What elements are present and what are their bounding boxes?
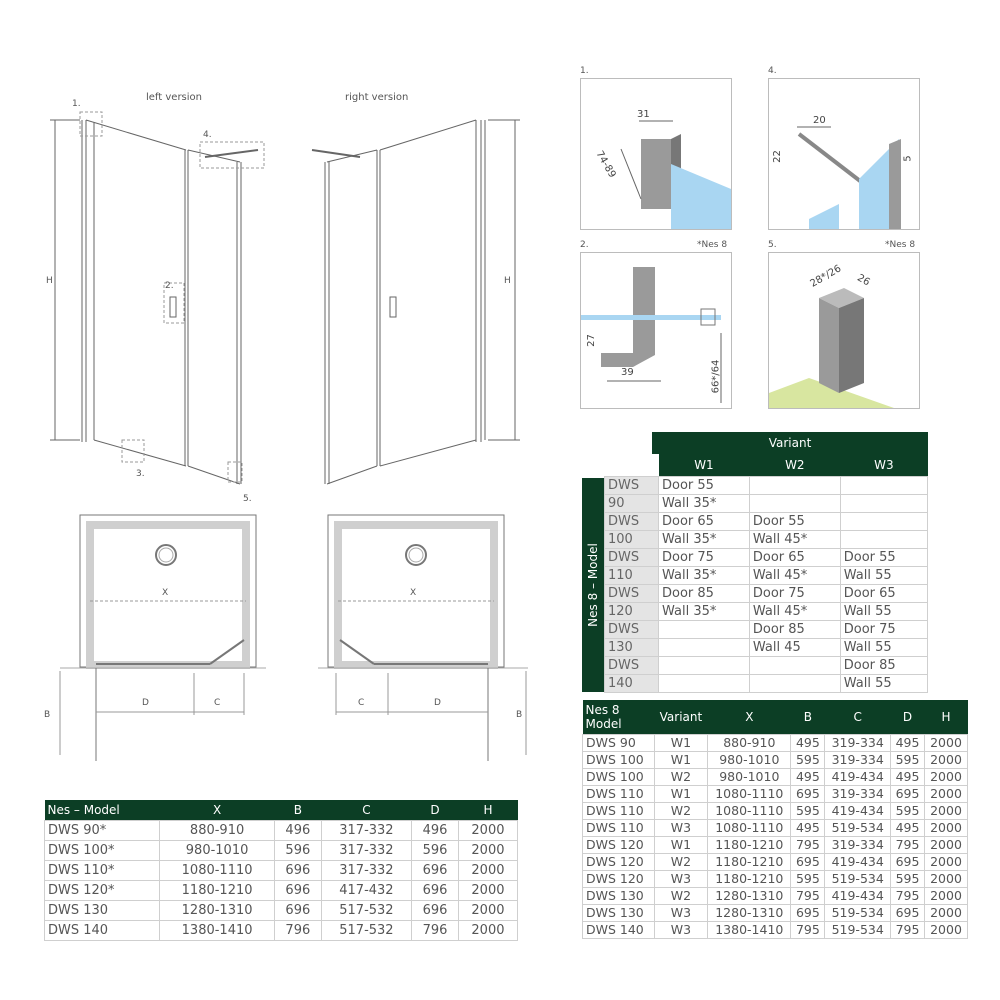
nes-row (45, 860, 518, 880)
detail-1-num: 1. (580, 66, 589, 76)
nes-table (44, 800, 518, 941)
nes8-cell: W2 (654, 853, 708, 870)
nes8-cell: 519-534 (825, 870, 890, 887)
variant-row (605, 548, 928, 566)
variant-cell-w1: Wall 35* (659, 530, 750, 548)
nes8-cell: 795 (791, 887, 825, 904)
detail-1-dim-a: 31 (637, 109, 650, 120)
nes-cell: 980-1010 (160, 840, 275, 860)
nes8-cell: 519-534 (825, 819, 890, 836)
variant-cell-w1: Door 55 (659, 476, 750, 494)
nes8-cell: 795 (890, 887, 924, 904)
h-label-left: H (46, 276, 53, 286)
nes-cell: 2000 (458, 900, 517, 920)
variant-cell-w1 (659, 620, 750, 638)
left-plan (60, 515, 266, 761)
variant-col-w2: W2 (749, 454, 840, 476)
detail-2 (580, 252, 732, 409)
b-label-left: B (44, 710, 51, 720)
c-label-right: C (358, 698, 365, 708)
detail-5-note: *Nes 8 (885, 240, 916, 250)
variant-row (605, 620, 928, 638)
nes-header-cell: X (160, 800, 275, 820)
nes-cell: DWS 130 (45, 900, 160, 920)
variant-model-cell: DWS (605, 584, 659, 602)
nes-cell: DWS 90* (45, 820, 160, 840)
nes-cell: 2000 (458, 920, 517, 940)
nes8-cell: 495 (890, 734, 924, 751)
nes-cell: 880-910 (160, 820, 275, 840)
detail-2-note: *Nes 8 (697, 240, 728, 250)
variant-cell-w2 (749, 476, 840, 494)
nes8-cell: 1280-1310 (708, 887, 791, 904)
variant-cell-w3 (840, 476, 927, 494)
nes8-cell: 2000 (925, 768, 968, 785)
variant-row (605, 638, 928, 656)
nes-cell: 1380-1410 (160, 920, 275, 940)
nes8-cell: DWS 110 (583, 785, 655, 802)
nes8-cell: DWS 110 (583, 802, 655, 819)
detail-4 (768, 78, 920, 230)
x-label-left: X (162, 588, 169, 598)
callout-3: 3. (136, 469, 145, 479)
nes8-cell: 1180-1210 (708, 853, 791, 870)
nes-cell: 1280-1310 (160, 900, 275, 920)
nes-row (45, 840, 518, 860)
variant-model-cell: 90 (605, 494, 659, 512)
nes-row (45, 900, 518, 920)
nes8-cell: 980-1010 (708, 768, 791, 785)
nes-cell: 696 (274, 900, 321, 920)
variant-col-w1: W1 (659, 454, 750, 476)
nes8-cell: 595 (791, 802, 825, 819)
variant-cell-w1 (659, 656, 750, 674)
b-label-right: B (516, 710, 523, 720)
nes8-header-cell: D (890, 700, 924, 734)
nes8-cell: 2000 (925, 853, 968, 870)
nes8-cell: 695 (791, 785, 825, 802)
nes8-cell: 1180-1210 (708, 870, 791, 887)
variant-side-title (582, 478, 604, 692)
nes8-cell: DWS 110 (583, 819, 655, 836)
variant-model-cell: 100 (605, 530, 659, 548)
nes-cell: 317-332 (321, 840, 411, 860)
nes-cell: DWS 110* (45, 860, 160, 880)
nes8-cell: 795 (791, 836, 825, 853)
variant-cell-w3: Door 55 (840, 548, 927, 566)
detail-5-dim-b: 26 (855, 272, 872, 289)
nes-cell: 517-532 (321, 920, 411, 940)
nes-cell: 696 (412, 860, 459, 880)
nes8-cell: W2 (654, 768, 708, 785)
callout-5: 5. (243, 494, 252, 504)
nes8-cell: W2 (654, 802, 708, 819)
variant-cell-w2: Wall 45* (749, 566, 840, 584)
right-version-drawing (312, 120, 520, 484)
nes8-cell: 319-334 (825, 751, 890, 768)
callout-4: 4. (203, 130, 212, 140)
nes8-row (583, 836, 968, 853)
detail-4-dim-b: 22 (771, 150, 783, 163)
nes-cell: 596 (412, 840, 459, 860)
nes8-cell: 1080-1110 (708, 802, 791, 819)
plan-view-drawings (0, 505, 560, 775)
variant-model-cell: DWS (605, 656, 659, 674)
x-label-right: X (410, 588, 417, 598)
variant-cell-w3 (840, 494, 927, 512)
nes8-table (582, 700, 968, 939)
nes8-cell: 495 (791, 768, 825, 785)
variant-cell-w2: Wall 45* (749, 530, 840, 548)
nes8-cell: W3 (654, 870, 708, 887)
variant-cell-w2: Door 65 (749, 548, 840, 566)
variant-cell-w3: Wall 55 (840, 566, 927, 584)
nes8-cell: 519-534 (825, 904, 890, 921)
variant-cell-w2: Door 85 (749, 620, 840, 638)
detail-1 (580, 78, 732, 230)
nes8-cell: 2000 (925, 819, 968, 836)
nes-cell: 517-532 (321, 900, 411, 920)
left-version-label: left version (146, 92, 203, 103)
variant-row (605, 584, 928, 602)
variant-cell-w1: Wall 35* (659, 494, 750, 512)
detail-5 (768, 252, 920, 409)
nes8-cell: 2000 (925, 887, 968, 904)
nes8-cell: 1380-1410 (708, 921, 791, 938)
nes8-cell: DWS 140 (583, 921, 655, 938)
detail-4-dim-c: 5 (902, 155, 914, 162)
variant-cell-w3: Door 85 (840, 656, 927, 674)
nes8-cell: 795 (890, 921, 924, 938)
nes-cell: 796 (274, 920, 321, 940)
nes8-cell: DWS 130 (583, 904, 655, 921)
variant-row (605, 512, 928, 530)
nes8-cell: 1080-1110 (708, 819, 791, 836)
callout-2: 2. (165, 281, 174, 291)
nes8-cell: 980-1010 (708, 751, 791, 768)
nes8-cell: 695 (890, 785, 924, 802)
variant-cell-w3: Door 65 (840, 584, 927, 602)
h-label-right: H (504, 276, 511, 286)
nes8-cell: 319-334 (825, 734, 890, 751)
nes8-cell: 595 (890, 751, 924, 768)
detail-5-num: 5. (768, 240, 777, 250)
nes-cell: 2000 (458, 880, 517, 900)
detail-2-dim-b: 39 (621, 367, 634, 378)
nes8-header-cell: B (791, 700, 825, 734)
nes8-cell: 595 (890, 870, 924, 887)
nes8-cell: 2000 (925, 751, 968, 768)
nes8-row (583, 904, 968, 921)
nes-row (45, 880, 518, 900)
nes-cell: 696 (274, 860, 321, 880)
nes8-cell: W2 (654, 887, 708, 904)
nes-row (45, 820, 518, 840)
nes8-row (583, 887, 968, 904)
nes8-cell: W1 (654, 734, 708, 751)
nes8-cell: 695 (890, 904, 924, 921)
nes-cell: 1180-1210 (160, 880, 275, 900)
variant-model-cell: 130 (605, 638, 659, 656)
nes-header-cell: H (458, 800, 517, 820)
nes-cell: 1080-1110 (160, 860, 275, 880)
variant-cell-w1: Door 75 (659, 548, 750, 566)
callout-1: 1. (72, 99, 81, 109)
nes8-cell: 495 (791, 734, 825, 751)
nes8-cell: 2000 (925, 785, 968, 802)
nes8-row (583, 819, 968, 836)
nes-cell: 496 (274, 820, 321, 840)
nes-cell: 696 (412, 900, 459, 920)
variant-cell-w1: Wall 35* (659, 602, 750, 620)
nes8-cell: 695 (791, 904, 825, 921)
nes8-cell: DWS 120 (583, 853, 655, 870)
variant-cell-w2: Door 55 (749, 512, 840, 530)
variant-col-w3: W3 (840, 454, 927, 476)
variant-cell-w2 (749, 674, 840, 692)
variant-cell-w1: Door 65 (659, 512, 750, 530)
nes-cell: 596 (274, 840, 321, 860)
variant-cell-w1: Wall 35* (659, 566, 750, 584)
variant-cell-w3: Wall 55 (840, 638, 927, 656)
variant-model-cell: DWS (605, 512, 659, 530)
front-view-drawings (0, 0, 560, 500)
variant-row (605, 566, 928, 584)
variant-cell-w1 (659, 674, 750, 692)
nes8-cell: W3 (654, 921, 708, 938)
nes8-cell: W3 (654, 904, 708, 921)
nes-cell: 2000 (458, 860, 517, 880)
nes8-cell: 319-334 (825, 836, 890, 853)
nes8-cell: 1280-1310 (708, 904, 791, 921)
nes8-cell: 419-434 (825, 887, 890, 904)
nes-cell: 696 (412, 880, 459, 900)
detail-4-num: 4. (768, 66, 777, 76)
nes8-row (583, 751, 968, 768)
nes-cell: 696 (274, 880, 321, 900)
variant-table (604, 454, 928, 693)
variant-cell-w3: Door 75 (840, 620, 927, 638)
nes8-header-cell: Nes 8 Model (583, 700, 655, 734)
nes8-cell: 419-434 (825, 802, 890, 819)
nes8-header-cell: X (708, 700, 791, 734)
variant-cell-w2: Wall 45* (749, 602, 840, 620)
variant-model-cell: 110 (605, 566, 659, 584)
nes-cell: 317-332 (321, 860, 411, 880)
nes-header-cell: D (412, 800, 459, 820)
nes-header-cell: B (274, 800, 321, 820)
nes8-cell: 1180-1210 (708, 836, 791, 853)
nes8-cell: DWS 120 (583, 870, 655, 887)
nes8-cell: 695 (791, 853, 825, 870)
nes-cell: DWS 140 (45, 920, 160, 940)
nes8-row (583, 768, 968, 785)
nes8-cell: DWS 120 (583, 836, 655, 853)
nes8-cell: 2000 (925, 870, 968, 887)
variant-cell-w3: Wall 55 (840, 674, 927, 692)
variant-side-title-text: Nes 8 – Model (586, 543, 600, 627)
nes8-cell: W1 (654, 836, 708, 853)
nes-cell: 496 (412, 820, 459, 840)
nes8-cell: 2000 (925, 802, 968, 819)
nes8-cell: 2000 (925, 904, 968, 921)
nes-cell: DWS 100* (45, 840, 160, 860)
variant-header: Variant (652, 432, 928, 454)
variant-row (605, 656, 928, 674)
variant-cell-w3 (840, 530, 927, 548)
nes8-cell: 2000 (925, 921, 968, 938)
variant-cell-w3: Wall 55 (840, 602, 927, 620)
nes8-cell: 880-910 (708, 734, 791, 751)
nes-cell: 2000 (458, 840, 517, 860)
nes8-row (583, 921, 968, 938)
nes8-cell: 495 (791, 819, 825, 836)
variant-row (605, 602, 928, 620)
nes8-row (583, 785, 968, 802)
nes-cell: 2000 (458, 820, 517, 840)
nes8-cell: 1080-1110 (708, 785, 791, 802)
detail-2-dim-c: 66*/64 (710, 359, 722, 394)
detail-5-dim-a: 28*/26 (808, 263, 844, 290)
variant-model-cell: DWS (605, 548, 659, 566)
variant-row (605, 476, 928, 494)
detail-2-dim-a: 27 (585, 334, 597, 347)
nes-cell: 417-432 (321, 880, 411, 900)
detail-4-dim-a: 20 (813, 115, 826, 126)
nes8-cell: 419-434 (825, 768, 890, 785)
nes8-row (583, 802, 968, 819)
variant-cell-w1: Door 85 (659, 584, 750, 602)
d-label-right: D (434, 698, 441, 708)
nes-header-cell: Nes – Model (45, 800, 160, 820)
nes8-row (583, 870, 968, 887)
variant-cell-w2 (749, 656, 840, 674)
nes8-cell: 2000 (925, 734, 968, 751)
detail-2-num: 2. (580, 240, 589, 250)
d-label-left: D (142, 698, 149, 708)
left-version-drawing (50, 120, 258, 484)
detail-1-dim-b: 74-89 (593, 149, 618, 180)
nes8-cell: W3 (654, 819, 708, 836)
nes8-cell: 495 (890, 768, 924, 785)
right-version-label: right version (345, 92, 409, 103)
nes8-header-cell: C (825, 700, 890, 734)
nes8-header-cell: Variant (654, 700, 708, 734)
nes8-cell: 595 (791, 870, 825, 887)
nes8-cell: 495 (890, 819, 924, 836)
nes-row (45, 920, 518, 940)
nes8-cell: 319-334 (825, 785, 890, 802)
variant-model-cell: DWS (605, 476, 659, 494)
nes8-cell: DWS 100 (583, 768, 655, 785)
nes8-cell: DWS 130 (583, 887, 655, 904)
nes8-cell: W1 (654, 751, 708, 768)
nes8-cell: 595 (791, 751, 825, 768)
nes8-row (583, 734, 968, 751)
nes8-cell: W1 (654, 785, 708, 802)
nes8-cell: 695 (890, 853, 924, 870)
nes8-cell: 595 (890, 802, 924, 819)
nes8-cell: 519-534 (825, 921, 890, 938)
variant-cell-w2: Wall 45 (749, 638, 840, 656)
variant-model-cell: 120 (605, 602, 659, 620)
nes8-cell: 795 (791, 921, 825, 938)
variant-cell-w3 (840, 512, 927, 530)
nes8-cell: DWS 90 (583, 734, 655, 751)
right-plan (318, 515, 528, 761)
nes8-row (583, 853, 968, 870)
variant-row (605, 530, 928, 548)
variant-row (605, 494, 928, 512)
nes8-cell: 419-434 (825, 853, 890, 870)
variant-cell-w1 (659, 638, 750, 656)
variant-model-cell: DWS (605, 620, 659, 638)
nes8-header-cell: H (925, 700, 968, 734)
variant-cell-w2 (749, 494, 840, 512)
nes-cell: 317-332 (321, 820, 411, 840)
c-label-left: C (214, 698, 221, 708)
variant-cell-w2: Door 75 (749, 584, 840, 602)
nes8-cell: 795 (890, 836, 924, 853)
nes-cell: 796 (412, 920, 459, 940)
nes8-cell: 2000 (925, 836, 968, 853)
variant-model-cell: 140 (605, 674, 659, 692)
nes-cell: DWS 120* (45, 880, 160, 900)
nes-header-cell: C (321, 800, 411, 820)
nes8-cell: DWS 100 (583, 751, 655, 768)
variant-row (605, 674, 928, 692)
